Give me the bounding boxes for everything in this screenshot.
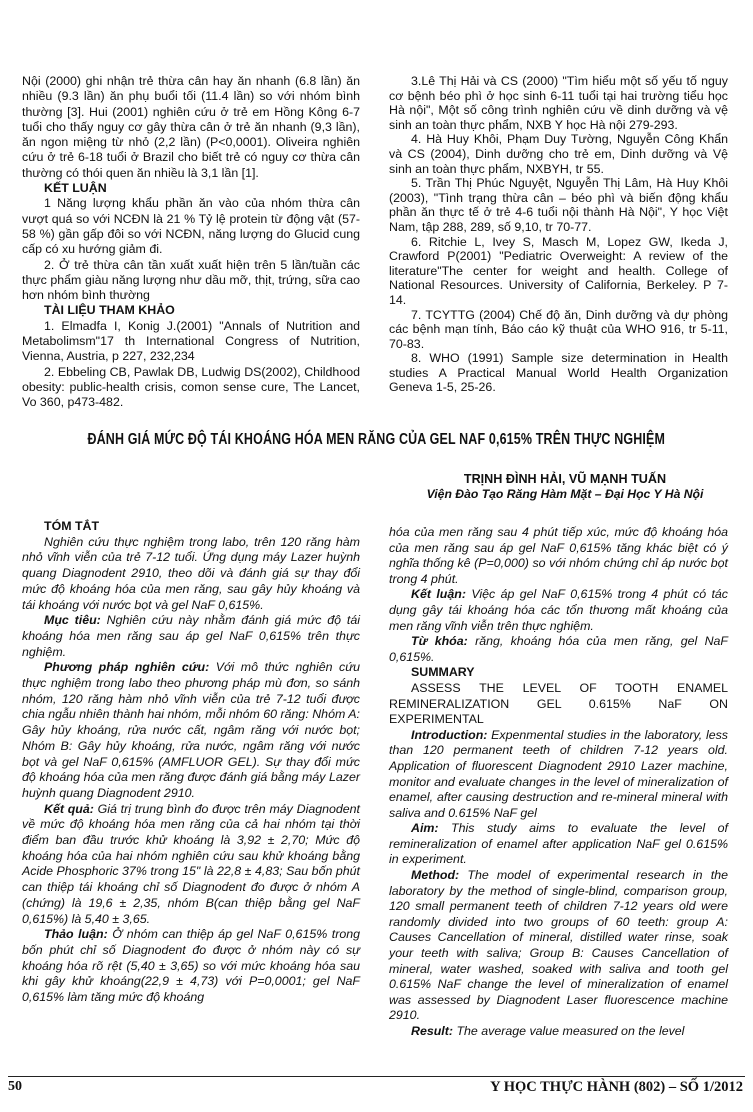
paragraph-text: The average value measured on the level (453, 1024, 685, 1038)
page-number: 50 (8, 1079, 22, 1094)
abstract-left-column (22, 519, 360, 1006)
article-title (0, 431, 753, 449)
paragraph (389, 525, 728, 587)
paragraph-text: 6. Ritchie L, Ivey S, Masch M, Lopez GW, Ikeda J, Crawford P(2001) "Pediatric Overweight: A review of the literature"The center for weight and health. College of National Resources. University of California, Berkeley. P 7-14. (389, 234, 728, 307)
section-heading (22, 303, 360, 318)
paragraph-text: ASSESS THE LEVEL OF TOOTH ENAMEL REMINERALIZATION GEL 0.615% NaF ON EXPERIMENTAL (389, 680, 728, 727)
abstract-right-column (389, 525, 728, 1040)
previous-article-right-column (389, 74, 728, 395)
paragraph (389, 821, 728, 868)
paragraph-text: TÀI LIỆU THAM KHẢO (44, 303, 175, 318)
paragraph-text: Giá trị trung bình đo được trên máy Diagnodent về mức độ khoáng hóa men răng của cả hai nhóm tại thời điểm ban đầu trước khử khoáng là 3,92 ± 2,70; Mức độ khoáng hóa của hai nhóm nghiên cứu sau khử khoáng bằng Acide Phosphoric 37% trong 15" là 22,8 ± 4,83; Sau bốn phút can thiệp tái khoáng chỉ số Diagnodent đo được ở nhóm A (chứng) là 19,6 ± 2,35, nhóm B(can thiệp bằng gel NaF 0,615%) là 5,40 ± 3,65. (22, 801, 360, 926)
paragraph-lead: Mục tiêu: (44, 613, 101, 628)
paragraph-text: 8. WHO (1991) Sample size determination in Health studies A Practical Manual World Health Organization Geneva 1-5, 25-26. (389, 351, 728, 395)
paragraph (389, 681, 728, 728)
paragraph-text: This study aims to evaluate the level of remineralization of enamel after application NaF gel 0.615% in experiment. (389, 821, 728, 867)
paragraph-lead: Introduction: (411, 727, 488, 742)
paragraph-text: SUMMARY (411, 665, 475, 680)
paragraph (389, 176, 728, 234)
paragraph (22, 319, 360, 365)
paragraph-text: Với mô thức nghiên cứu thực nghiệm trong labo theo phương pháp mù đơn, so sánh nhóm, 120 răng hàm nhỏ vĩnh viễn của trẻ 7-12 tuổi được chia ngẫu nhiên thành hai nhóm, mỗi nhóm 60 răng: Nhóm A: Gây hủy khoáng, rửa nước cất, ngâm răng với nước bọt; Nhóm B: Gây hủy khoáng, rửa nước, ngâm răng với nước bọt và gel NaF 0,615% (AMFLUOR GEL). Sự thay đổi mức độ khoáng hóa của men răng được đánh giá bằng máy Lazer huỳnh quang Diagnodent 2910. (22, 660, 360, 800)
paragraph-text: Nghiên cứu này nhằm đánh giá mức độ tái khoáng hóa men răng sau áp gel NaF 0,615% trên thực nghiệm. (22, 613, 360, 659)
paragraph-text: TÓM TẮT (44, 519, 100, 533)
paragraph-text: 7. TCYTTG (2004) Chế độ ăn, Dinh dưỡng và dự phòng các bệnh mạn tính, Báo cáo kỹ thuật của WHO 916, tr 5-11, 70-83. (389, 307, 728, 351)
previous-article-left-column (22, 74, 360, 411)
paragraph-text: Expenmental studies in the laboratory, less than 120 permanent teeth of children 7-12 years old. Application of fluorescent Diagnodent 2910 Lazer machine, monitor and evaluate changes in the level of mineralization of enamel, after causing destruction and re-mineral mineral with saliva and 0.615% NaF gel (389, 727, 728, 820)
paragraph (389, 587, 728, 634)
article-byline (400, 472, 730, 502)
paragraph-text: 5. Trần Thị Phúc Nguyệt, Nguyễn Thị Lâm, Hà Huy Khôi (2003), "Tình trạng thừa cân – béo phì và biến động khẩu phần ăn thực tế ở trẻ 4-6 tuổi nội thành Hà Nội", Y học Việt Nam, tập 288, 289, số 9,10, tr 70-77. (389, 176, 728, 234)
footer-divider (8, 1076, 745, 1077)
paragraph (22, 927, 360, 1006)
paragraph (389, 235, 728, 308)
paragraph-text: 1. Elmadfa I, Konig J.(2001) "Annals of Nutrition and Metabolimsm"17 th International Congress of Nutrition, Vienna, Austria, p 227, 232,234 (22, 318, 360, 364)
paragraph (22, 196, 360, 257)
paragraph-text: 4. Hà Huy Khôi, Phạm Duy Tường, Nguyễn Công Khẩn và CS (2004), Dinh dưỡng cho trẻ em, Dinh dưỡng và Vệ sinh an toàn thực phẩm, NXBYH, tr 55. (389, 132, 728, 176)
paragraph (22, 660, 360, 801)
section-heading (22, 519, 360, 535)
paragraph-lead: Aim: (411, 821, 439, 836)
paragraph-lead: Kết luận: (411, 587, 466, 602)
paragraph (22, 535, 360, 614)
paragraph (22, 365, 360, 411)
paragraph (22, 802, 360, 928)
paragraph-text: 3.Lê Thị Hải và CS (2000) "Tìm hiểu một số yếu tố nguy cơ bệnh béo phì ở học sinh 6-11 tuổi tại hai trường tiểu học Hà nội", Một số công trình nghiên cứu về dinh dưỡng và vệ sinh an toàn thực phẩm, NXB Y học Hà nội 279-293. (389, 74, 728, 132)
paragraph-lead: Method: (411, 868, 460, 883)
paragraph-text: 2. Ebbeling CB, Pawlak DB, Ludwig DS(2002), Childhood obesity: public-health crisis, comon sense cure, The Lancet, Vo 360, p473-482. (22, 364, 360, 410)
paragraph-text: răng, khoáng hóa của men răng, gel NaF 0,615%. (389, 634, 728, 664)
paragraph-text: The model of experimental research in the laboratory by the method of single-blind, comparison group, 120 small permanent teeth of children 7-12 years old were randomly divided into two groups of 60 teeth: group A: Causes Cancellation of mineral, distilled water rinse, soak your teeth with saliva; Group B: Causes Cancellation of mineral, water washed, soaked with saliva and tooth gel 0.615% NaF change the level of mineralization of enamel was assessed by Diagnodent Laser fluorescence machine 2910. (389, 868, 728, 1023)
paragraph-lead: Phương pháp nghiên cứu: (44, 660, 210, 675)
paragraph (389, 74, 728, 132)
paragraph (22, 258, 360, 304)
institution: Viện Đào Tạo Răng Hàm Mặt – Đại Học Y Hà Nội (426, 487, 704, 501)
paragraph-lead: Thảo luận: (44, 927, 108, 942)
paragraph-text: Việc áp gel NaF 0,615% trong 4 phút có tác dụng gây tái khoáng hóa các tổn thương mất khoáng của men răng vĩnh viễn trên thực nghiệm. (389, 587, 728, 633)
paragraph (389, 308, 728, 352)
paragraph-text: Nội (2000) ghi nhận trẻ thừa cân hay ăn nhanh (6.8 lần) ăn nhiều (9.3 lần) ăn phụ buổi tối (11.4 lần) so với nhóm bình thường [3]. Hui (2001) nghiên cứu ở trẻ em Hồng Kông 6-7 tuổi cho thấy nguy cơ gây thừa cân ở trẻ ăn nhanh (9,3 lần), ăn ngon miệng từ nhỏ (2,2 lần) (P<0,0001). Oliveira nghiên cứu ở trẻ 6-18 tuổi ở Brazil cho biết trẻ có nguy cơ thừa cân thường có thói quen ăn nhiều là 3,1 lần [1]. (22, 74, 360, 180)
article-title-text: ĐÁNH GIÁ MỨC ĐỘ TÁI KHOÁNG HÓA MEN RĂNG CỦA GEL NAF 0,615% TRÊN THỰC NGHIỆM (87, 431, 666, 448)
paragraph (389, 868, 728, 1024)
section-heading (22, 181, 360, 196)
paragraph (22, 74, 360, 181)
paragraph (22, 613, 360, 660)
paragraph-text: KẾT LUẬN (44, 181, 107, 196)
paragraph-lead: Kết quả: (44, 801, 94, 816)
paragraph (389, 634, 728, 665)
paragraph (389, 728, 728, 822)
journal-issue: Y HỌC THỰC HÀNH (802) – SỐ 1/2012 (490, 1079, 743, 1095)
paragraph-lead: Từ khóa: (411, 634, 468, 649)
paragraph (389, 132, 728, 176)
section-heading (389, 665, 728, 681)
paragraph-text: Ở nhóm can thiệp áp gel NaF 0,615% trong bốn phút chỉ số Diagnodent đo được ở nhóm này có sự khoáng hóa rõ rệt (5,40 ± 3,65) so với mức khoáng hóa sau khi gây khử khoáng(22,9 ± 4,73) với P=0,0001; gel NaF 0,615% làm tăng mức độ khoáng (22, 927, 360, 1005)
paragraph (389, 351, 728, 395)
paragraph-text: 1 Năng lượng khẩu phần ăn vào của nhóm thừa cân vượt quá so với NCĐN là 21 % Tỷ lệ protein từ động vật (57-58 %) gần gấp đôi so với NCĐN, năng lượng do Glucid cung cấp có xu hướng giảm đi. (22, 196, 360, 257)
paragraph-text: hóa của men răng sau 4 phút tiếp xúc, mức độ khoáng hóa của men răng sau áp gel NaF 0,615% tăng khác biệt có ý nghĩa thống kê (P=0,000) so với nhóm chứng chỉ áp nước bọt trong 4 phút. (389, 525, 728, 586)
paragraph-lead: Result: (411, 1024, 453, 1038)
paragraph-text: 2. Ở trẻ thừa cân tần xuất xuất hiện trên 5 lần/tuần các thực phẩm giàu năng lượng như dầu mỡ, thịt, trứng, sữa cao hơn nhóm bình thường (22, 257, 360, 303)
paragraph (389, 1024, 728, 1040)
authors: TRỊNH ĐÌNH HẢI, VŨ MẠNH TUẤN (463, 472, 667, 486)
paragraph-text: Nghiên cứu thực nghiệm trong labo, trên 120 răng hàm nhỏ vĩnh viễn của trẻ 7-12 tuổi. Ứng dụng máy Lazer huỳnh quang Diagnodent 2910, theo dõi và đánh giá sự thay đổi mức độ khoáng hóa của men răng, sau gây hủy khoáng và tái khoáng với nước bọt và gel NaF 0,615%. (22, 534, 360, 612)
